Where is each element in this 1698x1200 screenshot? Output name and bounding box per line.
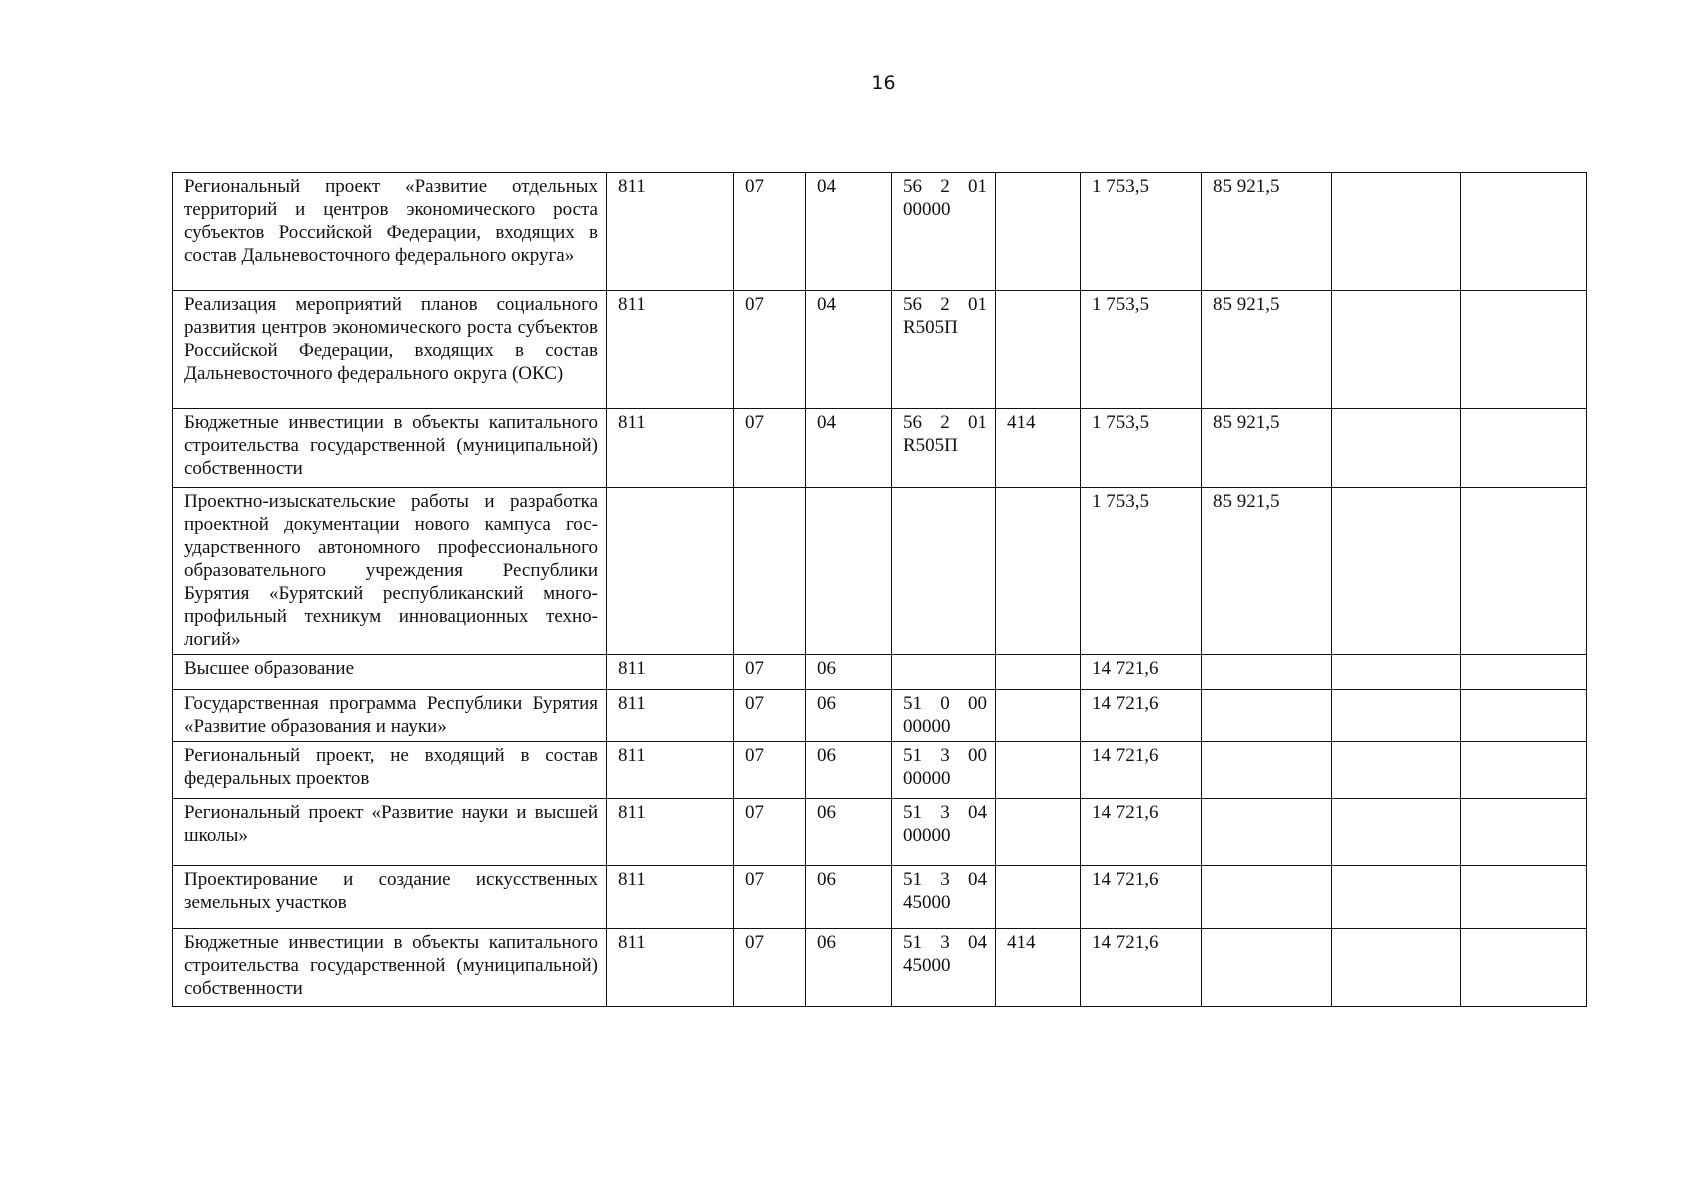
section-code-cell: 07 bbox=[734, 291, 806, 409]
section-code-cell: 07 bbox=[734, 690, 806, 742]
amount-3-cell bbox=[1332, 409, 1461, 488]
subsection-code-cell: 06 bbox=[806, 742, 892, 799]
section-code-cell: 07 bbox=[734, 929, 806, 1007]
expense-type-cell: 414 bbox=[996, 409, 1081, 488]
amount-1-cell: 1 753,5 bbox=[1081, 409, 1202, 488]
amount-4-cell bbox=[1461, 488, 1587, 655]
amount-1-cell: 1 753,5 bbox=[1081, 488, 1202, 655]
ved-code-cell: 811 bbox=[607, 655, 734, 690]
table-row bbox=[173, 488, 1587, 655]
subsection-code-cell: 04 bbox=[806, 173, 892, 291]
amount-1-cell: 14 721,6 bbox=[1081, 655, 1202, 690]
amount-1-cell: 14 721,6 bbox=[1081, 929, 1202, 1007]
amount-1-cell: 14 721,6 bbox=[1081, 866, 1202, 929]
amount-1-cell: 14 721,6 bbox=[1081, 690, 1202, 742]
amount-2-cell: 85 921,5 bbox=[1202, 488, 1332, 655]
target-article-cell bbox=[892, 409, 996, 488]
table-row bbox=[173, 866, 1587, 929]
row-name-cell: Региональный проект «Развитие отдельных территорий и центров экономического роста субъектов Российской Федерации, входящих в состав Дальневосточного федерального округа» bbox=[173, 173, 607, 291]
target-article-line-2: 00000 bbox=[903, 768, 951, 789]
expense-type-cell bbox=[996, 291, 1081, 409]
target-article-cell bbox=[892, 799, 996, 866]
target-article-cell bbox=[892, 690, 996, 742]
section-code-cell: 07 bbox=[734, 409, 806, 488]
expense-type-cell bbox=[996, 799, 1081, 866]
ved-code-cell: 811 bbox=[607, 742, 734, 799]
section-code-cell: 07 bbox=[734, 866, 806, 929]
amount-3-cell bbox=[1332, 690, 1461, 742]
amount-2-cell bbox=[1202, 866, 1332, 929]
amount-3-cell bbox=[1332, 488, 1461, 655]
table-row bbox=[173, 291, 1587, 409]
amount-2-cell bbox=[1202, 655, 1332, 690]
target-article-line-2: R505П bbox=[903, 317, 958, 338]
target-article-cell bbox=[892, 655, 996, 690]
amount-3-cell bbox=[1332, 799, 1461, 866]
amount-2-cell bbox=[1202, 929, 1332, 1007]
amount-4-cell bbox=[1461, 173, 1587, 291]
target-article-line-2: 00000 bbox=[903, 716, 951, 737]
target-article-line-1: 51 0 00 bbox=[903, 693, 987, 714]
ved-code-cell: 811 bbox=[607, 929, 734, 1007]
table-row bbox=[173, 799, 1587, 866]
amount-3-cell bbox=[1332, 866, 1461, 929]
table-row bbox=[173, 409, 1587, 488]
amount-4-cell bbox=[1461, 409, 1587, 488]
table-row bbox=[173, 742, 1587, 799]
table-body bbox=[173, 173, 1587, 1007]
amount-4-cell bbox=[1461, 799, 1587, 866]
amount-4-cell bbox=[1461, 866, 1587, 929]
subsection-code-cell: 06 bbox=[806, 929, 892, 1007]
subsection-code-cell: 06 bbox=[806, 690, 892, 742]
section-code-cell: 07 bbox=[734, 742, 806, 799]
row-name-cell: Проектно-изыскательские работы и разработка проектной документации нового кампуса государственного автономного профессионального образовательного учреждения Республики Бурятия «Бурятский республиканский многопрофильный техникум инновационных технологий» bbox=[173, 488, 607, 655]
target-article-line-1: 51 3 00 bbox=[903, 745, 987, 766]
ved-code-cell bbox=[607, 488, 734, 655]
ved-code-cell: 811 bbox=[607, 291, 734, 409]
amount-1-cell: 14 721,6 bbox=[1081, 799, 1202, 866]
table-row bbox=[173, 655, 1587, 690]
row-name-cell: Реализация мероприятий планов социального развития центров экономического роста субъектов Российской Федерации, входящих в состав Дальневосточного федерального округа (ОКС) bbox=[173, 291, 607, 409]
ved-code-cell: 811 bbox=[607, 690, 734, 742]
target-article-line-1: 51 3 04 bbox=[903, 869, 987, 890]
target-article-line-1: 56 2 01 bbox=[903, 176, 987, 197]
amount-3-cell bbox=[1332, 655, 1461, 690]
amount-2-cell bbox=[1202, 742, 1332, 799]
table-row bbox=[173, 173, 1587, 291]
amount-1-cell: 14 721,6 bbox=[1081, 742, 1202, 799]
amount-3-cell bbox=[1332, 173, 1461, 291]
target-article-cell bbox=[892, 488, 996, 655]
table-row bbox=[173, 690, 1587, 742]
subsection-code-cell: 04 bbox=[806, 291, 892, 409]
ved-code-cell: 811 bbox=[607, 173, 734, 291]
section-code-cell: 07 bbox=[734, 173, 806, 291]
subsection-code-cell: 06 bbox=[806, 799, 892, 866]
target-article-cell bbox=[892, 742, 996, 799]
amount-4-cell bbox=[1461, 655, 1587, 690]
section-code-cell bbox=[734, 488, 806, 655]
row-name-cell: Региональный проект «Развитие науки и высшей школы» bbox=[173, 799, 607, 866]
row-name-cell: Бюджетные инвестиции в объекты капитального строительства государственной (муниципальной) собственности bbox=[173, 929, 607, 1007]
row-name-cell: Региональный проект, не входящий в состав федеральных проектов bbox=[173, 742, 607, 799]
amount-2-cell: 85 921,5 bbox=[1202, 173, 1332, 291]
expense-type-cell bbox=[996, 173, 1081, 291]
ved-code-cell: 811 bbox=[607, 409, 734, 488]
amount-2-cell: 85 921,5 bbox=[1202, 409, 1332, 488]
target-article-line-2: 45000 bbox=[903, 892, 951, 913]
expense-type-cell bbox=[996, 655, 1081, 690]
target-article-line-2: R505П bbox=[903, 435, 958, 456]
target-article-cell bbox=[892, 866, 996, 929]
amount-1-cell: 1 753,5 bbox=[1081, 291, 1202, 409]
row-name-cell: Бюджетные инвестиции в объекты капитального строительства государственной (муниципальной) собственности bbox=[173, 409, 607, 488]
row-name-cell: Проектирование и создание искусственных земельных участков bbox=[173, 866, 607, 929]
ved-code-cell: 811 bbox=[607, 799, 734, 866]
target-article-cell bbox=[892, 929, 996, 1007]
target-article-line-1: 56 2 01 bbox=[903, 412, 987, 433]
amount-2-cell bbox=[1202, 799, 1332, 866]
budget-table bbox=[172, 172, 1587, 1007]
expense-type-cell bbox=[996, 488, 1081, 655]
subsection-code-cell: 06 bbox=[806, 655, 892, 690]
amount-3-cell bbox=[1332, 742, 1461, 799]
target-article-line-1: 56 2 01 bbox=[903, 294, 987, 315]
page-number: 16 bbox=[871, 72, 896, 94]
amount-4-cell bbox=[1461, 742, 1587, 799]
amount-3-cell bbox=[1332, 929, 1461, 1007]
target-article-line-2: 00000 bbox=[903, 825, 951, 846]
subsection-code-cell: 04 bbox=[806, 409, 892, 488]
amount-2-cell bbox=[1202, 690, 1332, 742]
amount-2-cell: 85 921,5 bbox=[1202, 291, 1332, 409]
row-name-cell: Государственная программа Республики Бурятия «Развитие образования и науки» bbox=[173, 690, 607, 742]
target-article-line-1: 51 3 04 bbox=[903, 802, 987, 823]
amount-4-cell bbox=[1461, 291, 1587, 409]
amount-4-cell bbox=[1461, 690, 1587, 742]
expense-type-cell bbox=[996, 690, 1081, 742]
subsection-code-cell: 06 bbox=[806, 866, 892, 929]
expense-type-cell bbox=[996, 742, 1081, 799]
amount-1-cell: 1 753,5 bbox=[1081, 173, 1202, 291]
expense-type-cell bbox=[996, 866, 1081, 929]
target-article-line-2: 00000 bbox=[903, 199, 951, 220]
expense-type-cell: 414 bbox=[996, 929, 1081, 1007]
section-code-cell: 07 bbox=[734, 655, 806, 690]
ved-code-cell: 811 bbox=[607, 866, 734, 929]
row-name-cell: Высшее образование bbox=[173, 655, 607, 690]
target-article-cell bbox=[892, 173, 996, 291]
amount-4-cell bbox=[1461, 929, 1587, 1007]
subsection-code-cell bbox=[806, 488, 892, 655]
target-article-line-2: 45000 bbox=[903, 955, 951, 976]
amount-3-cell bbox=[1332, 291, 1461, 409]
target-article-line-1: 51 3 04 bbox=[903, 932, 987, 953]
section-code-cell: 07 bbox=[734, 799, 806, 866]
table-row bbox=[173, 929, 1587, 1007]
target-article-cell bbox=[892, 291, 996, 409]
